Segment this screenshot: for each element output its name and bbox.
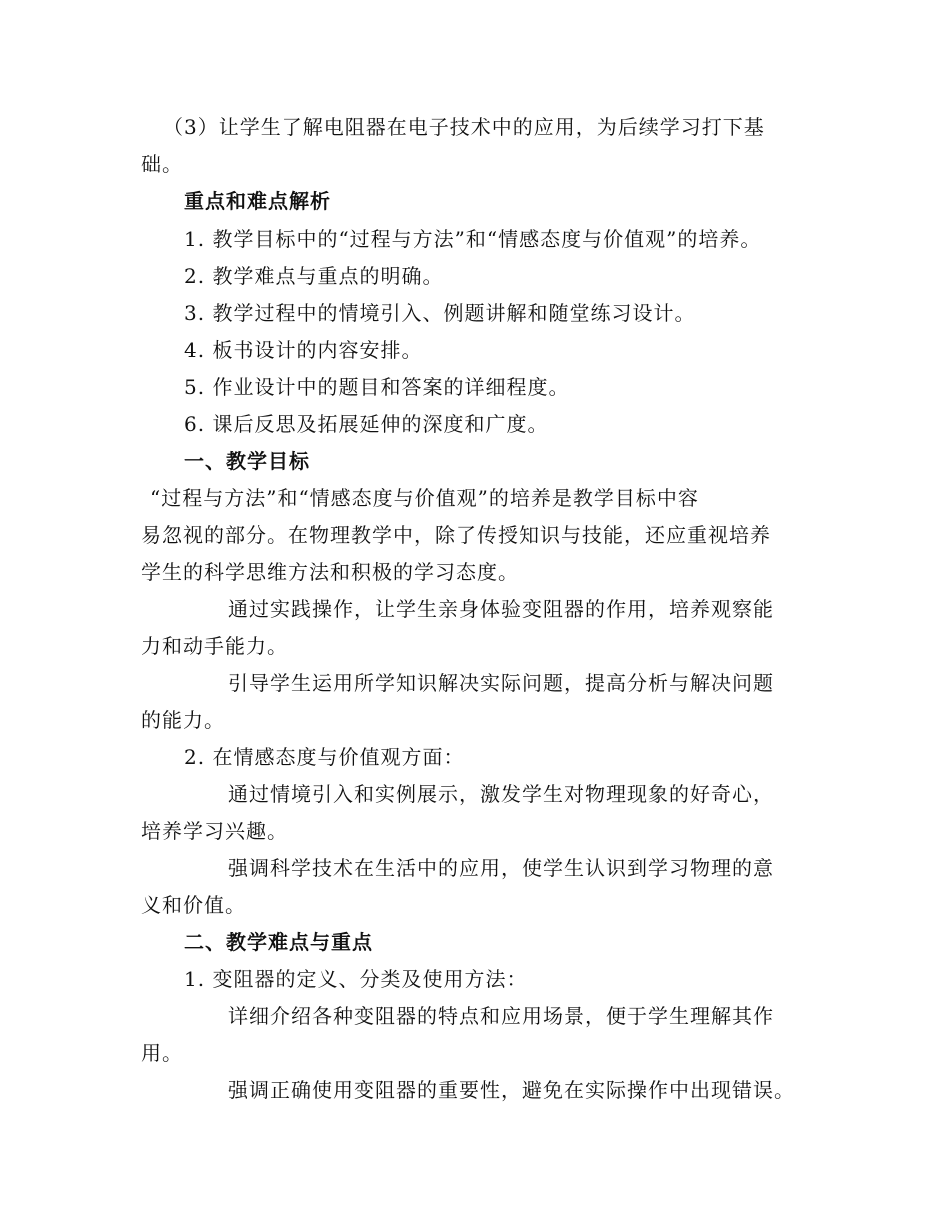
analysis-item-4: 4. 板书设计的内容安排。 bbox=[184, 338, 423, 362]
analysis-item-3: 3. 教学过程中的情境引入、例题讲解和随堂练习设计。 bbox=[184, 301, 696, 325]
section2-heading: 二、教学难点与重点 bbox=[184, 930, 373, 954]
analysis-item-5: 5. 作业设计中的题目和答案的详细程度。 bbox=[184, 375, 570, 399]
intro-line-1: （3）让学生了解电阻器在电子技术中的应用，为后续学习打下基 bbox=[163, 115, 765, 139]
section2-para1-line-2: 用。 bbox=[141, 1041, 183, 1065]
section1-para5-line-1: 强调科学技术在生活中的应用，使学生认识到学习物理的意 bbox=[228, 856, 774, 880]
section1-subheading-2: 2. 在情感态度与价值观方面： bbox=[184, 745, 465, 769]
section1-para3-line-1: 引导学生运用所学知识解决实际问题，提高分析与解决问题 bbox=[228, 671, 774, 695]
section1-para2-line-1: 通过实践操作，让学生亲身体验变阻器的作用，培养观察能 bbox=[228, 597, 774, 621]
section1-para1-line-2: 易忽视的部分。在物理教学中，除了传授知识与技能，还应重视培养 bbox=[141, 523, 771, 547]
section1-heading: 一、教学目标 bbox=[184, 449, 310, 473]
section1-para4-line-2: 培养学习兴趣。 bbox=[141, 819, 288, 843]
intro-line-2: 础。 bbox=[141, 152, 183, 176]
section1-para1-line-3: 学生的科学思维方法和积极的学习态度。 bbox=[141, 560, 519, 584]
section2-subheading-1: 1. 变阻器的定义、分类及使用方法： bbox=[184, 967, 528, 991]
section1-para1-line-1: “过程与方法”和“情感态度与价值观”的培养是教学目标中容 bbox=[150, 486, 699, 510]
analysis-item-2: 2. 教学难点与重点的明确。 bbox=[184, 264, 444, 288]
analysis-heading: 重点和难点解析 bbox=[184, 189, 331, 213]
section1-para4-line-1: 通过情境引入和实例展示，激发学生对物理现象的好奇心， bbox=[228, 782, 774, 806]
section2-para2: 强调正确使用变阻器的重要性，避免在实际操作中出现错误。 bbox=[228, 1078, 795, 1102]
analysis-item-1: 1. 教学目标中的“过程与方法”和“情感态度与价值观”的培养。 bbox=[184, 227, 762, 251]
section1-para2-line-2: 力和动手能力。 bbox=[141, 634, 288, 658]
section1-para3-line-2: 的能力。 bbox=[141, 708, 225, 732]
section2-para1-line-1: 详细介绍各种变阻器的特点和应用场景，便于学生理解其作 bbox=[228, 1004, 774, 1028]
analysis-item-6: 6. 课后反思及拓展延伸的深度和广度。 bbox=[184, 412, 549, 436]
section1-para5-line-2: 义和价值。 bbox=[141, 893, 246, 917]
